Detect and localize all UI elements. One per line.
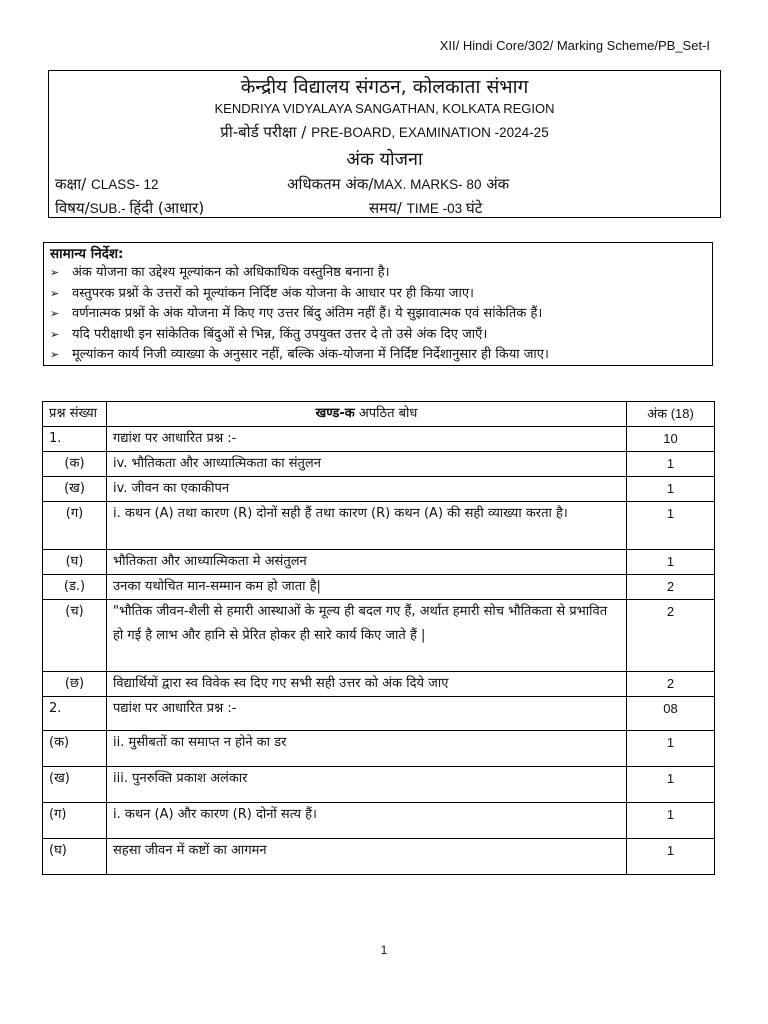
arrow-bullet-icon: ➢ [50,266,60,279]
question-number: (घ) [43,839,107,875]
table-row [43,452,715,477]
subject-label-english: SUB.- [89,201,130,216]
question-number: (घ) [43,550,107,575]
marks-value: 1 [627,803,715,839]
instructions-list [50,263,706,366]
exam-name [49,122,720,142]
max-marks-info [287,174,509,194]
table-row [43,672,715,697]
instruction-item [50,304,706,325]
answer-text: गद्यांश पर आधारित प्रश्न :- [107,427,627,452]
marks-value: 1 [627,477,715,502]
org-name-english: KENDRIYA VIDYALAYA SANGATHAN, KOLKATA REGION [214,101,555,116]
instruction-text: मूल्यांकन कार्य निजी व्याख्या के अनुसार नहीं, बल्कि अंक-योजना में निर्दिष्ट निर्देशानुसार ही किया जाए। [72,347,549,362]
subject-info [55,198,204,218]
table-row [43,600,715,672]
arrow-bullet-icon: ➢ [50,327,60,341]
table-row [43,767,715,803]
table-row [43,427,715,452]
question-number: 2. [43,697,107,731]
marks-value: 2 [627,600,715,672]
arrow-bullet-icon: ➢ [50,348,60,361]
instruction-text: अंक योजना का उद्देश्य मूल्यांकन को अधिकाधिक वस्तुनिष्ठ बनाना है। [72,265,390,280]
table-row [43,502,715,550]
instruction-text: वस्तुपरक प्रश्नों के उत्तरों को मूल्यांकन निर्दिष्ट अंक योजना के आधार पर ही किया जाए। [72,285,474,301]
answer-text: iv. जीवन का एकाकीपन [107,477,627,502]
max-marks-hindi: अधिकतम अंक/ [287,175,374,193]
answer-text: विद्यार्थियों द्वारा स्व विवेक स्व दिए गए सभी सही उत्तर को अंक दिये जाए [107,672,627,697]
page-number: 1 [380,943,388,957]
class-label-hindi: कक्षा/ [55,175,91,193]
marks-value: 10 [627,427,715,452]
question-number: (ख) [43,767,107,803]
question-number: (ग) [43,803,107,839]
question-number: (ख) [43,477,107,502]
answer-text: i. कथन (A) और कारण (R) दोनों सत्य हैं। [107,803,627,839]
instructions-title: सामान्य निर्देश: [50,246,124,262]
question-number: (च) [43,600,107,672]
marks-value: 1 [627,767,715,803]
table-row [43,575,715,600]
table-row [43,477,715,502]
instruction-item [50,325,706,346]
instruction-item [50,284,706,305]
table-row [43,803,715,839]
answer-text: iii. पुनरुक्ति प्रकाश अलंकार [107,767,627,803]
table-row [43,731,715,767]
instruction-text: यदि परीक्षाथी इन सांकेतिक बिंदुओं से भिन्न, किंतु उपयुक्त उत्तर दे तो उसे अंक दिए जाएँ। [72,326,488,342]
answer-text: पद्यांश पर आधारित प्रश्न :- [107,697,627,731]
class-info [55,174,159,194]
arrow-bullet-icon: ➢ [50,307,60,320]
section-name: खण्ड-क [315,406,355,421]
header-section [107,402,627,427]
general-instructions [43,242,713,366]
subject-value: हिंदी (आधार) [129,199,205,217]
section-topic: अपठित बोध [354,406,418,421]
marks-value: 1 [627,839,715,875]
max-marks-suffix: अंक [481,175,510,193]
arrow-bullet-icon: ➢ [50,286,60,300]
page-reference: XII/ Hindi Core/302/ Marking Scheme/PB_Set-I [439,38,710,53]
question-number: (ग) [43,502,107,550]
marks-value: 1 [627,731,715,767]
question-number: (ड.) [43,575,107,600]
question-number: (क) [43,731,107,767]
table-row [43,550,715,575]
question-number: (छ) [43,672,107,697]
header-marks: अंक (18) [627,402,715,427]
instruction-item [50,345,706,366]
question-number: 1. [43,427,107,452]
time-info [369,198,482,218]
instruction-text: वर्णनात्मक प्रश्नों के अंक योजना में किए गए उत्तर बिंदु अंतिम नहीं हैं। ये सुझावात्मक एवं सांकेतिक हैं। [72,306,543,321]
exam-header [48,70,721,218]
max-marks-english: MAX. MARKS- 80 [373,177,482,192]
marks-value: 1 [627,550,715,575]
subject-label-hindi: विषय/ [55,199,90,217]
marking-scheme-table [42,401,715,875]
time-label-english: TIME -03 [406,201,466,216]
table-row [43,697,715,731]
table-row [43,839,715,875]
exam-name-hindi: प्री-बोर्ड परीक्षा / [220,123,312,141]
answer-text: उनका यथोचित मान-सम्मान कम हो जाता है| [107,575,627,600]
org-name-hindi: केन्द्रीय विद्यालय संगठन, कोलकाता संभाग [240,76,529,98]
marks-value: 08 [627,697,715,731]
marks-value: 2 [627,575,715,600]
scheme-title: अंक योजना [346,149,423,170]
table-header-row [43,402,715,427]
class-label-english: CLASS- 12 [90,177,159,192]
answer-text: सहसा जीवन में कष्टों का आगमन [107,839,627,875]
answer-text: i. कथन (A) तथा कारण (R) दोनों सही हैं तथा कारण (R) कथन (A) की सही व्याख्या करता है। [107,502,627,550]
answer-text: "भौतिक जीवन-शैली से हमारी आस्थाओं के मूल्य ही बदल गए हैं, अर्थात हमारी सोच भौतिकता से प्रभावित हो गई है लाभ और हानि से प्रेरित होकर ही सारे कार्य किए जाते हैं | [107,600,627,672]
time-label-hindi: समय/ [369,199,407,217]
marks-value: 1 [627,502,715,550]
exam-name-english: PRE-BOARD, EXAMINATION -2024-25 [311,125,549,140]
marks-value: 2 [627,672,715,697]
answer-text: iv. भौतिकता और आध्यात्मिकता का संतुलन [107,452,627,477]
time-suffix: घंटे [465,199,483,217]
marks-value: 1 [627,452,715,477]
answer-text: ii. मुसीबतों का समाप्त न होने का डर [107,731,627,767]
header-question-number: प्रश्न संख्या [43,402,107,427]
question-number: (क) [43,452,107,477]
answer-text: भौतिकता और आध्यात्मिकता मे असंतुलन [107,550,627,575]
instruction-item [50,263,706,284]
